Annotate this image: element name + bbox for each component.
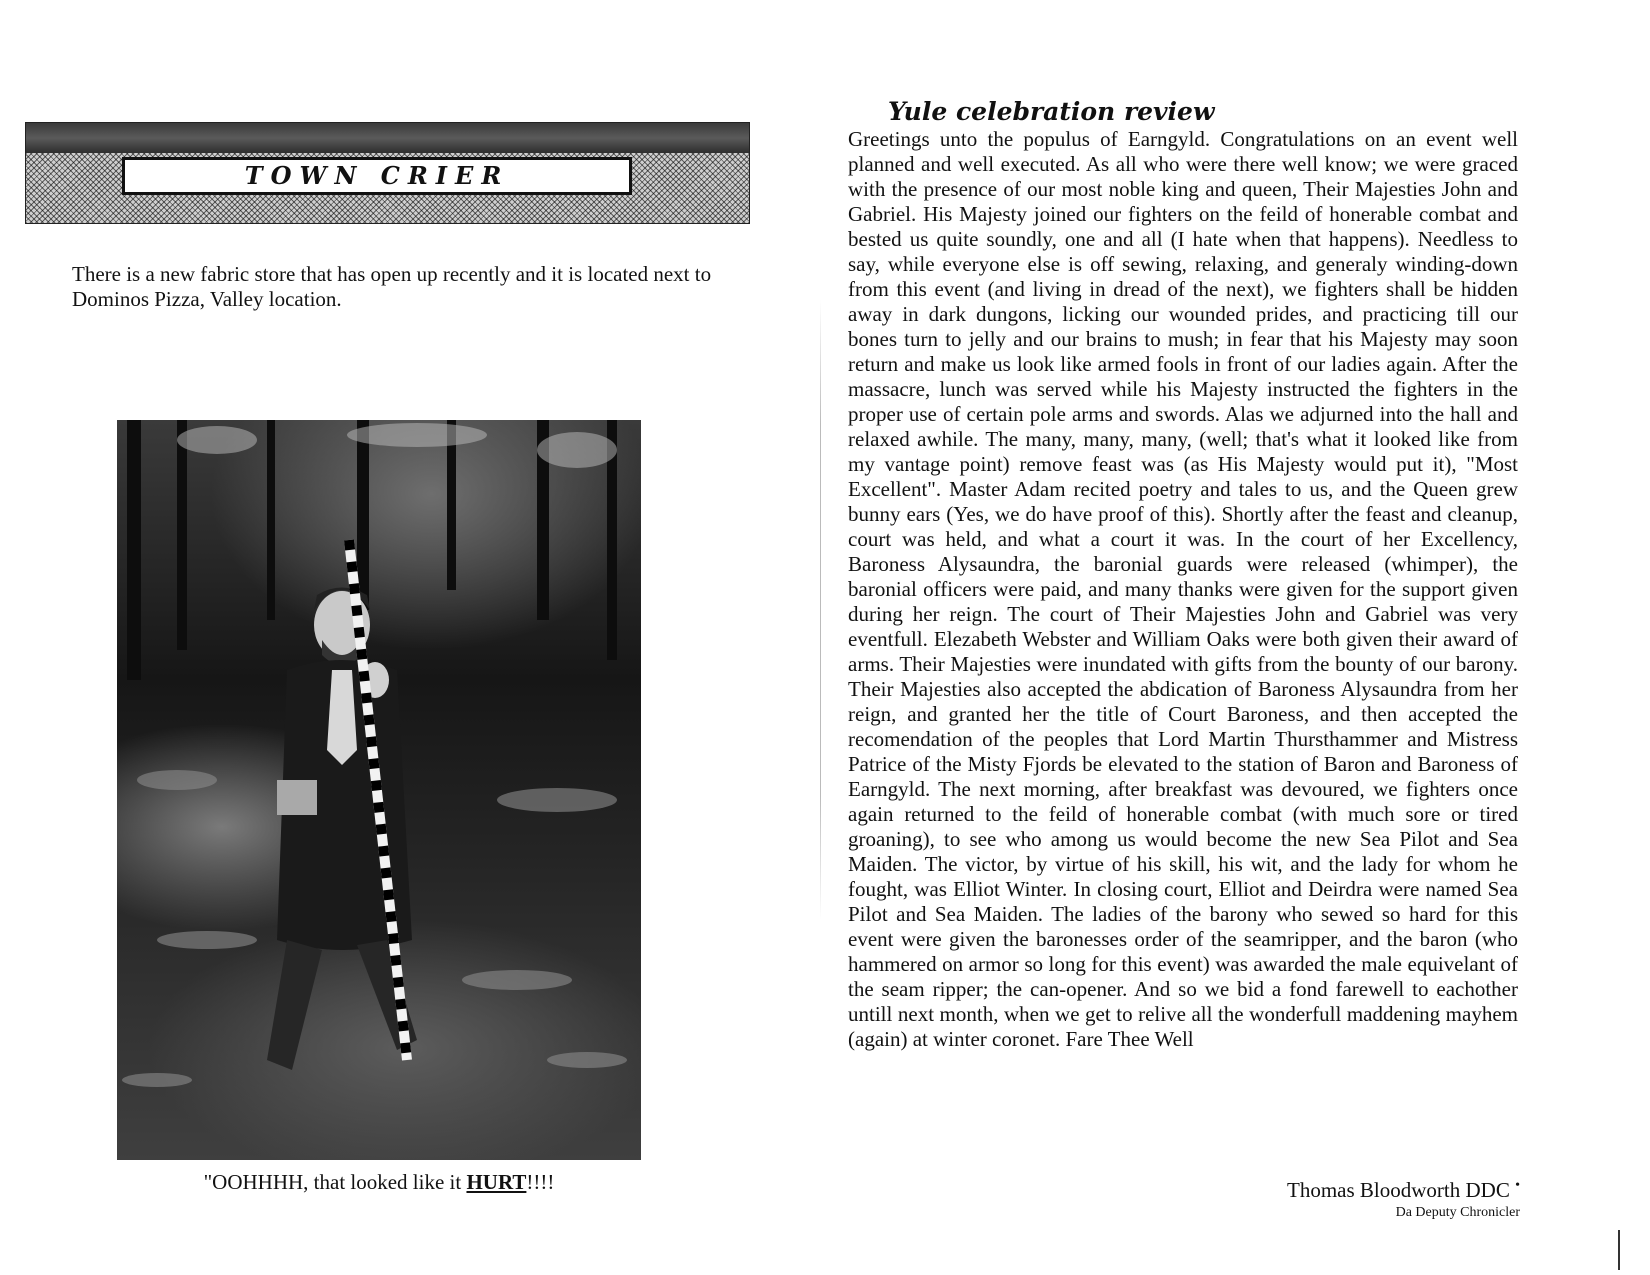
fabric-store-notice: There is a new fabric store that has open up recently and it is located next to Dominos Pizza, Valley location. — [72, 262, 712, 311]
man-figure — [267, 588, 417, 1071]
signature-role: Da Deputy Chronicler — [1395, 1205, 1520, 1220]
caption-underlined: HURT — [466, 1170, 527, 1194]
page-fold — [820, 300, 821, 920]
caption-end: !!!! — [526, 1170, 555, 1194]
signature-name-text: Thomas Bloodworth DDC — [1287, 1178, 1510, 1202]
caption-text: "OOHHHH, that looked like it — [203, 1170, 467, 1194]
sky-patches — [177, 423, 617, 468]
signature-name: Thomas Bloodworth DDC • — [1287, 1178, 1520, 1202]
left-page — [0, 0, 820, 1275]
town-crier-banner — [25, 122, 750, 224]
banner-title: TOWN CRIER — [122, 157, 632, 195]
photo-illustration — [117, 420, 641, 1160]
article-title: Yule celebration review — [888, 97, 1215, 126]
signature-block — [1100, 1178, 1520, 1221]
photo-man-with-staff — [117, 420, 641, 1160]
margin-mark — [1618, 1230, 1620, 1270]
photo-caption — [117, 1170, 641, 1195]
banner-dark-bar — [26, 123, 749, 153]
article-body: Greetings unto the populus of Earngyld. Congratulations on an event well planned and well executed. As all who were there well know; we were graced with the presence of our most noble king and queen, Their Majesties John and Gabriel. His Majesty joined our fighters on the feild of honerable combat and bested us quite soundly, one and all (I hate when that happens). Needless to say, while everyone else is off sewing, relaxing, and generaly winding-down from this event (and living in dread of the next), we fighters shall be hidden away in dark dungons, licking our wounded prides, and practicing till our bones turn to jelly and our brains to mush; in fear that his Majesty may soon return and make us look like armed fools in front of our ladies again. After the massacre, lunch was served while his Majesty instructed the fighters in the proper use of certain pole arms and swords. Alas we adjurned into the hall and relaxed awhile. The many, many, many, (well; that's what it looked like from my vantage point) remove feast was (as His Majesty would put it), "Most Excellent". Master Adam recited poetry and tales to us, and the Queen grew bunny ears (Yes, we do have proof of this). Shortly after the feast and cleanup, court was held, and what a court it was. In the court of her Excellency, Baroness Alysaundra, the baronial guards were released (whimper), the baronial officers were paid, and many thanks were given for the support given during her reign. The court of Their Majesties John and Gabriel was very eventfull. Elezabeth Webster and William Oaks were both given their award of arms. Their Majesties were inundated with gifts from the bounty of our barony. Their Majesties also accepted the abdication of Baroness Alysaundra from her reign, and granted her the title of Court Baroness, and then accepted the recomendation of the peoples that Lord Martin Thursthammer and Mistress Patrice of the Misty Fjords be elevated to the station of Baron and Baroness of Earngyld. The next morning, after breakfast was devoured, we fighters once again returned to the feild of honerable combat (with much sore or tired groaning), to see who among us would become the new Sea Pilot and Sea Maiden. The victor, by virtue of his skill, his wit, and the lady for whom he fought, was Elliot Winter. In closing court, Elliot and Deirdra were named Sea Pilot and Sea Maiden. The ladies of the barony who sewed so hard for this event were given the baronesses order of the seamripper, and the baron (who hammered on armor so long for this event) was awarded the male equivelant of the seam ripper; the can-opener. And so we bid a fond farewell to eachother untill next month, when we get to relive all the wonderfull maddening mayhem (again) at winter coronet. Fare Thee Well — [848, 127, 1518, 1051]
